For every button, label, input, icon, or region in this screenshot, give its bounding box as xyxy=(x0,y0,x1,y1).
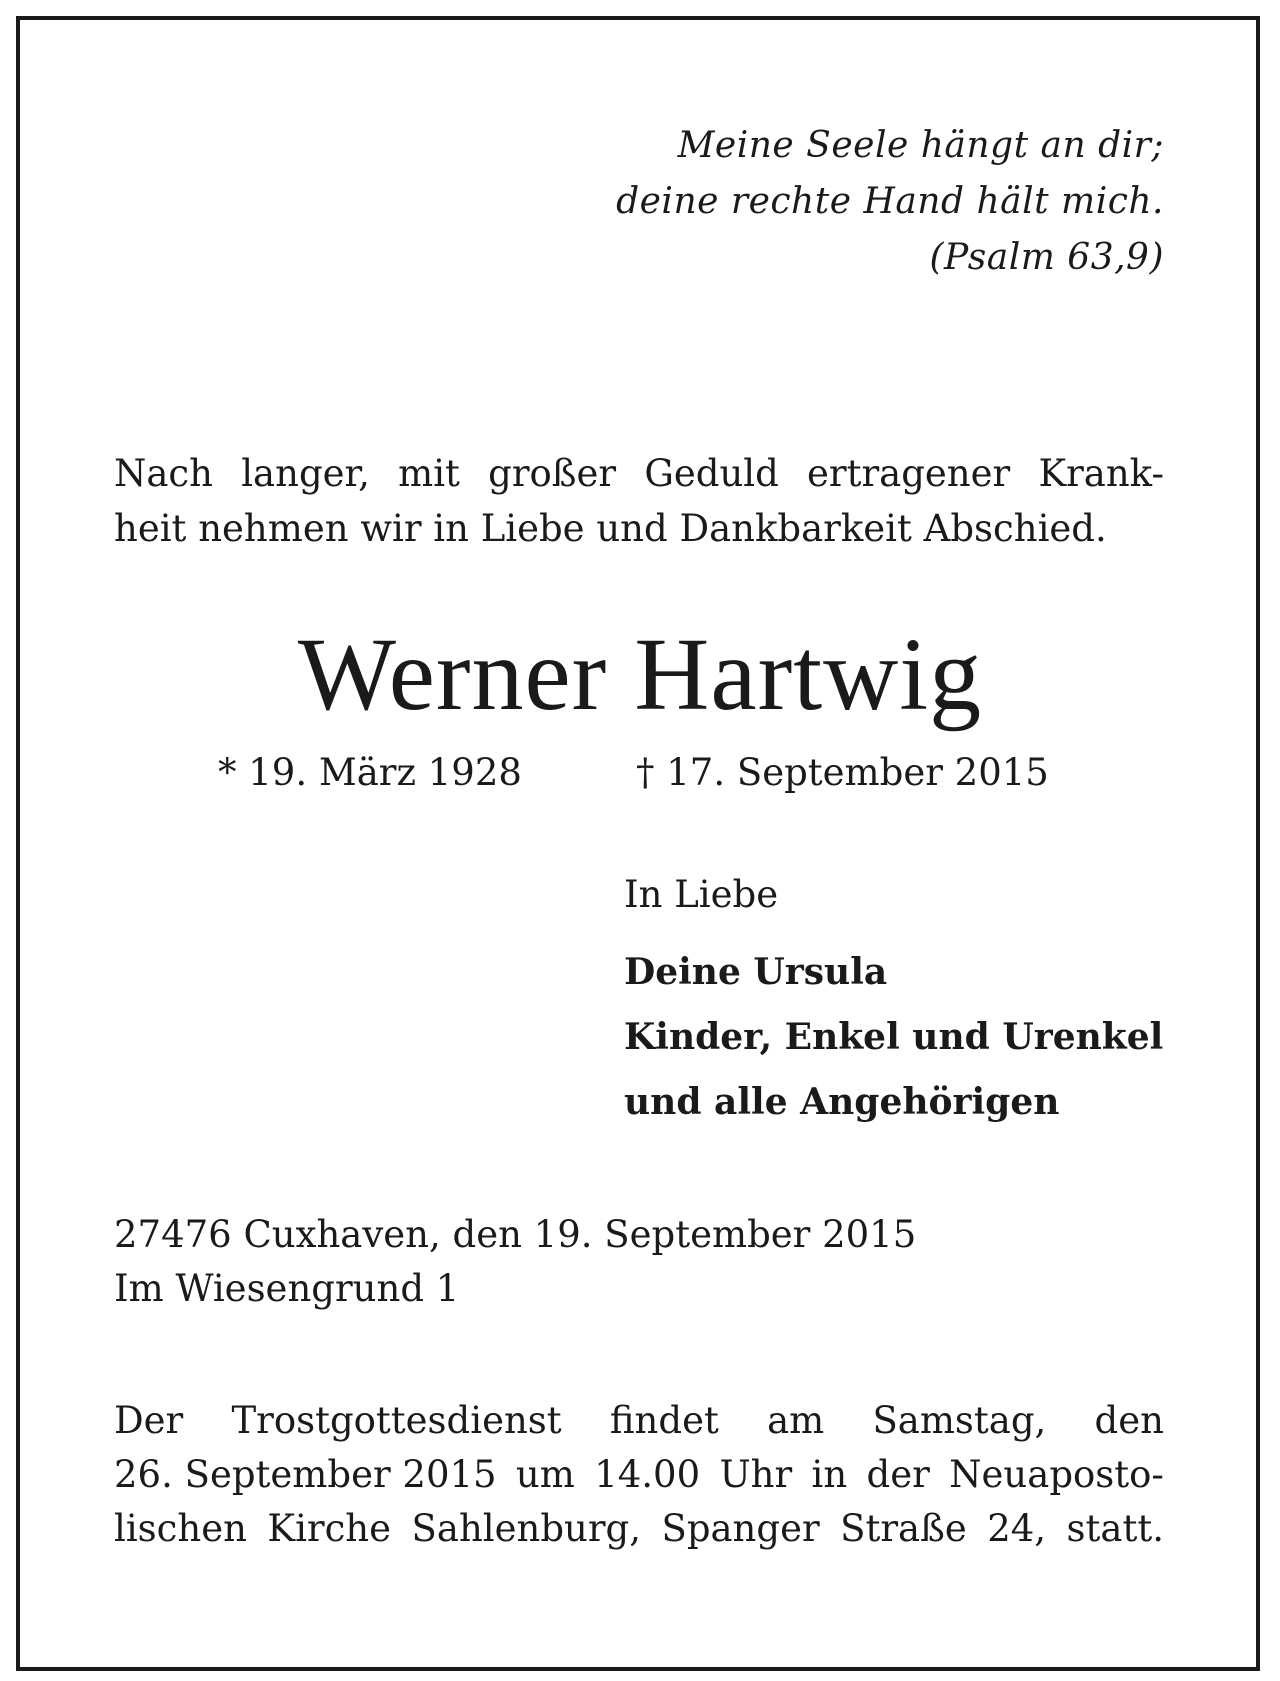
service-word: in xyxy=(811,1453,848,1496)
service-word: Neuaposto- xyxy=(949,1453,1164,1496)
intro-word: Geduld xyxy=(644,452,779,495)
service-word: Spanger xyxy=(661,1507,820,1550)
psalm-quote xyxy=(560,118,1164,286)
intro-word: Krank- xyxy=(1038,452,1164,495)
closing-signature xyxy=(624,870,1163,1135)
service-word: Der xyxy=(114,1399,184,1442)
death-date: † 17. September 2015 xyxy=(636,751,1049,794)
psalm-line-2: deine rechte Hand hält mich. xyxy=(616,181,1164,222)
intro-paragraph xyxy=(114,446,1164,556)
birth-date: * 19. März 1928 xyxy=(218,751,522,794)
service-word: der xyxy=(866,1453,930,1496)
family-line-3: und alle Angehörigen xyxy=(624,1081,1060,1123)
service-word: Trostgottesdienst xyxy=(231,1399,562,1442)
psalm-line-1: Meine Seele hängt an dir; xyxy=(677,125,1164,166)
service-word: Samstag, xyxy=(872,1399,1047,1442)
service-word: um xyxy=(515,1453,575,1496)
service-line-2 xyxy=(114,1448,1164,1502)
service-word: den xyxy=(1094,1399,1164,1442)
service-line-3 xyxy=(114,1502,1164,1556)
address-line-1: 27476 Cuxhaven, den 19. September 2015 xyxy=(114,1213,917,1256)
intro-word: mit xyxy=(398,452,460,495)
intro-word: großer xyxy=(488,452,617,495)
service-paragraph xyxy=(114,1394,1164,1556)
service-word: Sahlenburg, xyxy=(411,1507,641,1550)
deceased-name: Werner Hartwig xyxy=(297,617,983,732)
intro-line-2: heit nehmen wir in Liebe und Dankbarkeit Abschied. xyxy=(114,507,1107,550)
service-line-1 xyxy=(114,1394,1164,1448)
service-word: 14.00 xyxy=(594,1453,701,1496)
service-word: 26. September 2015 xyxy=(114,1453,497,1496)
intro-word: Nach xyxy=(114,452,213,495)
family-line-1: Deine Ursula xyxy=(624,951,888,993)
service-word: Kirche xyxy=(267,1507,392,1550)
intro-word: ertragener xyxy=(807,452,1011,495)
service-word: Straße xyxy=(840,1507,967,1550)
psalm-reference: (Psalm 63,9) xyxy=(929,237,1164,278)
service-word: lischen xyxy=(114,1507,247,1550)
address-block xyxy=(114,1208,1164,1316)
family-line-2: Kinder, Enkel und Urenkel xyxy=(624,1016,1164,1058)
intro-line-1 xyxy=(114,446,1164,501)
address-line-2: Im Wiesengrund 1 xyxy=(114,1267,460,1310)
service-word: 24, xyxy=(987,1507,1047,1550)
intro-word: langer, xyxy=(241,452,370,495)
service-word: Uhr xyxy=(719,1453,793,1496)
in-liebe-text: In Liebe xyxy=(624,873,779,916)
service-word: statt. xyxy=(1066,1507,1164,1550)
service-word: findet xyxy=(609,1399,719,1442)
service-word: am xyxy=(767,1399,825,1442)
